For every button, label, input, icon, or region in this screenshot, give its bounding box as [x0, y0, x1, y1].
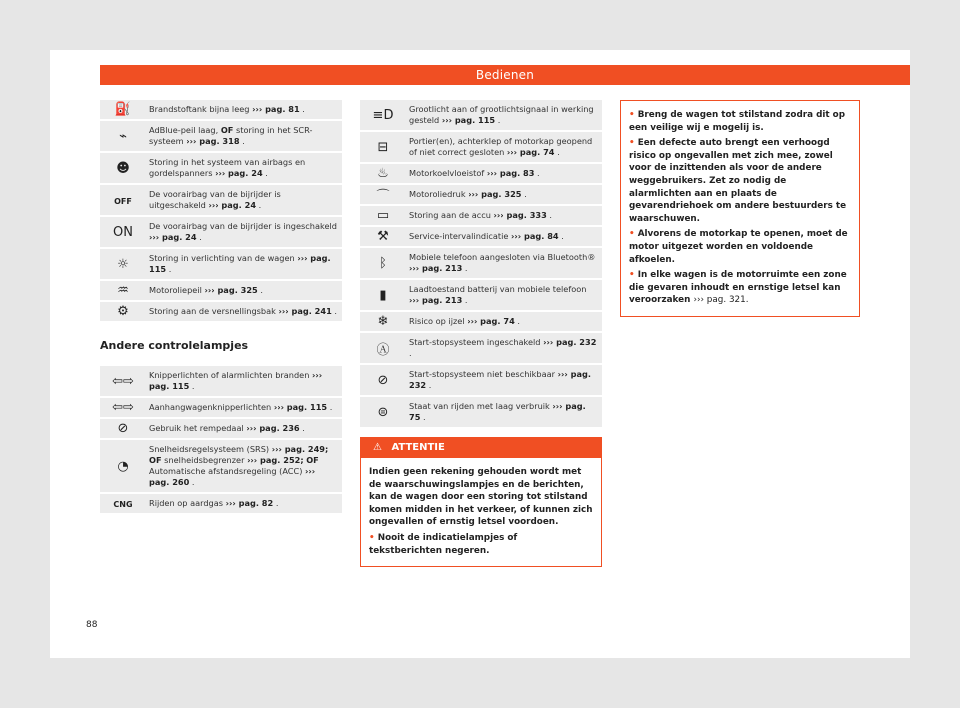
coolant-icon: ♨	[377, 166, 389, 181]
table-row	[100, 493, 342, 514]
icon-cell	[100, 100, 146, 120]
note-bullet-text: Een defecte auto brengt een verhoogd risico op ongevallen met zich mee, zowel voor de inzittenden als voor de andere weggebruikers. Zet zo nodig de alarmlichten aan en plaats de gevarendriehoek om andere bestuurders te waarschuwen.	[629, 138, 847, 224]
description-cell	[146, 152, 342, 184]
bullet-icon: •	[629, 110, 635, 120]
page-reference-link[interactable]: ››› pag. 115	[441, 115, 496, 125]
bullet-icon: •	[629, 229, 635, 240]
description-cell	[146, 120, 342, 152]
text: .	[423, 412, 426, 422]
page-reference-link[interactable]: ››› pag. 249;	[271, 444, 329, 454]
bold-text: OF	[306, 455, 319, 465]
table-row	[100, 366, 342, 397]
icon-cell	[100, 301, 146, 322]
bold-text: OF	[220, 125, 234, 135]
warning-triangle-icon: ⚠	[373, 442, 382, 453]
description-cell	[406, 332, 602, 364]
text: Motorkoelvloeistof	[409, 168, 485, 178]
eco-icon: ⊜	[377, 404, 389, 420]
table-row	[360, 163, 602, 184]
text: Risico op ijzel	[409, 316, 465, 326]
fuel-pump-icon: ⛽	[114, 102, 132, 117]
page-reference-link[interactable]: ››› pag. 24	[208, 200, 257, 210]
warning-bullet	[369, 532, 593, 557]
icon-cell	[100, 184, 146, 216]
phone-battery-icon: ▮	[379, 287, 387, 303]
table-row	[100, 152, 342, 184]
icon-cell	[100, 493, 146, 514]
description-cell	[406, 131, 602, 163]
warning-box-body	[361, 458, 601, 566]
text: .	[242, 136, 245, 146]
text: Motoroliepeil	[149, 285, 202, 295]
text: Grootlicht aan of grootlichtsignaal in werking gesteld	[409, 104, 594, 125]
page-reference-link[interactable]: ››› pag. 236	[246, 423, 300, 433]
description-cell	[146, 366, 342, 397]
text: .	[557, 147, 560, 157]
description-cell	[406, 184, 602, 205]
page-reference-link[interactable]: ››› pag. 84	[511, 231, 559, 241]
table-row	[360, 364, 602, 396]
text: De voorairbag van de bijrijder is ingeschakeld	[149, 221, 337, 231]
gearbox-icon: ⚙	[117, 304, 129, 319]
text: .	[199, 232, 202, 242]
text: .	[517, 316, 520, 326]
page-reference-link[interactable]: ››› pag. 333	[493, 210, 547, 220]
text: AdBlue-peil laag,	[149, 125, 219, 135]
warning-lights-table-2	[360, 100, 602, 429]
icon-cell	[360, 163, 406, 184]
table-row	[360, 100, 602, 131]
bullet-icon: •	[629, 138, 635, 149]
section-header: Bedienen	[100, 65, 910, 85]
table-row	[360, 396, 602, 428]
manual-page	[50, 50, 910, 658]
icon-cell	[100, 216, 146, 248]
text: .	[258, 200, 262, 210]
description-cell	[146, 418, 342, 439]
description-cell	[406, 396, 602, 428]
table-row	[360, 332, 602, 364]
text: .	[334, 306, 337, 316]
description-cell	[406, 247, 602, 279]
bullet-icon: •	[369, 532, 375, 543]
icon-cell	[100, 397, 146, 418]
table-row	[360, 205, 602, 226]
description-cell	[406, 226, 602, 247]
table-row	[360, 311, 602, 332]
text: Aanhangwagenknipperlichten	[149, 402, 272, 412]
icon-cell	[100, 439, 146, 493]
text: Mobiele telefoon aangesloten via Bluetooth®	[409, 252, 596, 262]
table-row	[360, 131, 602, 163]
battery-icon: ▭	[376, 208, 390, 223]
page-reference-link[interactable]: ››› pag. 75	[409, 401, 586, 422]
text: snelheidsbegrenzer	[164, 455, 245, 465]
airbag-on-icon: ON	[113, 224, 133, 240]
text: storing in het SCR-systeem	[149, 125, 313, 146]
text: Storing aan de accu	[409, 210, 491, 220]
text: Motoroliedruk	[409, 189, 466, 199]
icon-cell	[360, 311, 406, 332]
note-bullet-text: Breng de wagen tot stilstand zodra dit op een veilige wij e mogelij is.	[629, 110, 846, 133]
icon-cell	[360, 396, 406, 428]
icon-cell	[100, 418, 146, 439]
page-reference-link[interactable]: ››› pag. 115	[149, 370, 323, 391]
table-row	[100, 301, 342, 322]
description-cell	[146, 493, 342, 514]
airbag-off-icon: OFF	[114, 196, 132, 206]
page-reference-link[interactable]: ››› pag. 241	[278, 306, 332, 316]
section-title: Andere controlelampjes	[100, 339, 249, 352]
warning-text: Indien geen rekening gehouden wordt met de waarschuwingslampjes en de berichten, kan de wagen door een storing tot stilstand komen midden in het verkeer, of kunnen zich ongevallen of ernstig letsel voordoen.	[369, 467, 593, 528]
table-row	[100, 397, 342, 418]
text: .	[549, 210, 553, 220]
text: Knipperlichten of alarmlichten branden	[149, 370, 310, 380]
page-reference-link[interactable]: ››› pag. 232	[409, 369, 591, 390]
high-beam-icon: ≡D	[372, 107, 394, 123]
text: .	[537, 168, 540, 178]
page-number: 88	[86, 620, 98, 630]
text: .	[329, 402, 333, 412]
text: Storing in verlichting van de wagen	[149, 253, 295, 263]
text: .	[275, 498, 279, 508]
page-reference-link[interactable]: ››› pag. 74	[506, 147, 555, 157]
description-cell	[406, 364, 602, 396]
note-box	[620, 100, 860, 317]
table-row	[100, 120, 342, 152]
brake-pedal-icon: ⊘	[117, 421, 129, 436]
icon-cell	[360, 332, 406, 364]
page-reference-link[interactable]: ››› pag. 325	[468, 189, 522, 199]
description-cell	[406, 163, 602, 184]
page-reference-link[interactable]: ››› pag. 24	[215, 168, 263, 178]
description-cell	[146, 184, 342, 216]
page-reference-link[interactable]: ››› pag. 115	[273, 402, 328, 412]
column-2	[360, 100, 602, 567]
column-1	[100, 100, 342, 515]
warning-bullet-text: Nooit de indicatielampjes of tekstberichten negeren.	[369, 532, 518, 556]
icon-cell	[100, 366, 146, 397]
page-reference-link[interactable]: ››› pag. 325	[204, 285, 258, 295]
table-row	[360, 247, 602, 279]
table-row	[100, 216, 342, 248]
warning-title: ATTENTIE	[391, 442, 445, 453]
door-open-icon: ⊟	[377, 139, 389, 155]
note-bullet-text: In elke wagen is de motorruimte een zone die gevaren inhoudt en ernstige letsel kan veroorzaken	[629, 270, 847, 306]
icon-cell	[360, 131, 406, 163]
text: Storing aan de versnellingsbak	[149, 306, 276, 316]
wrench-icon: ⚒	[377, 229, 389, 244]
text: .	[265, 168, 268, 178]
trailer-signal-icon: ⇦⇨	[112, 400, 134, 415]
table-row	[100, 418, 342, 439]
text: .	[191, 381, 195, 391]
text: Staat van rijden met laag verbruik	[409, 401, 550, 411]
icon-cell	[360, 205, 406, 226]
text: .	[302, 423, 305, 433]
icon-cell	[360, 364, 406, 396]
description-cell	[406, 100, 602, 131]
text: De voorairbag van de bijrijder is uitgeschakeld	[149, 189, 281, 210]
description-cell	[146, 280, 342, 301]
text: .	[260, 285, 263, 295]
speedometer-icon: ◔	[117, 458, 129, 474]
bullet-icon: •	[629, 270, 635, 281]
cng-icon: CNG	[113, 500, 133, 509]
page-reference-link[interactable]: ››› pag. 82	[225, 498, 274, 508]
airbag-icon: ☻	[116, 160, 130, 176]
table-row	[100, 100, 342, 120]
text: Start-stopsysteem niet beschikbaar	[409, 369, 555, 379]
oil-level-icon: ♒	[117, 283, 129, 298]
text: Snelheidsregelsysteem (SRS)	[149, 444, 270, 454]
text: .	[168, 264, 172, 274]
description-cell	[406, 279, 602, 311]
icon-cell	[100, 280, 146, 301]
note-bullet-3	[629, 228, 851, 266]
column-3	[620, 100, 860, 317]
text: Gebruik het rempedaal	[149, 423, 244, 433]
text: .	[464, 263, 468, 273]
page-reference-link[interactable]: ››› pag. 232	[543, 337, 597, 347]
icon-cell	[360, 100, 406, 131]
table-row	[100, 184, 342, 216]
adblue-icon: ⌁	[119, 128, 127, 144]
warning-box	[360, 437, 602, 567]
description-cell	[146, 248, 342, 280]
icon-cell	[360, 279, 406, 311]
other-lights-table	[100, 366, 342, 515]
text: .	[464, 295, 468, 305]
text: .	[191, 477, 195, 487]
text: .	[524, 189, 527, 199]
note-bullet-text: Alvorens de motorkap te openen, moet de motor uitgezet worden en voldoende afkoelen.	[629, 229, 848, 265]
start-stop-unavailable-icon: ⊘	[377, 372, 389, 388]
icon-cell	[360, 184, 406, 205]
text: Automatische afstandsregeling (ACC)	[149, 466, 303, 476]
table-row	[100, 280, 342, 301]
text: Brandstoftank bijna leeg	[149, 104, 250, 114]
table-row	[360, 184, 602, 205]
text: .	[497, 115, 501, 125]
table-row	[100, 439, 342, 493]
turn-signal-icon: ⇦⇨	[112, 373, 134, 389]
page-reference-link[interactable]: ››› pag. 24	[149, 232, 197, 242]
text: .	[302, 104, 305, 114]
description-cell	[146, 439, 342, 493]
bulb-icon: ☼	[117, 256, 129, 272]
warning-lights-table-1	[100, 100, 342, 323]
bluetooth-icon: ᛒ	[379, 255, 387, 271]
page-reference-link[interactable]: ››› pag. 260	[149, 466, 316, 487]
text: Laadtoestand batterij van mobiele telefoon	[409, 284, 587, 294]
description-cell	[146, 216, 342, 248]
text: Storing in het systeem van airbags en gordelspanners	[149, 157, 306, 178]
snowflake-icon: ❄	[377, 314, 389, 329]
description-cell	[146, 100, 342, 120]
note-bullet-2	[629, 137, 851, 225]
icon-cell	[100, 152, 146, 184]
description-cell	[146, 301, 342, 322]
bold-text: OF	[149, 455, 162, 465]
icon-cell	[100, 248, 146, 280]
page-reference-link[interactable]: ››› pag. 321.	[693, 295, 749, 306]
text: Rijden op aardgas	[149, 498, 224, 508]
text: .	[428, 380, 432, 390]
note-bullet-1	[629, 109, 851, 134]
text: Service-intervalindicatie	[409, 231, 509, 241]
page-reference-link[interactable]: ››› pag. 115	[149, 253, 331, 274]
icon-cell	[360, 247, 406, 279]
note-bullet-4	[629, 269, 851, 307]
warning-box-header	[361, 438, 601, 458]
page-reference-link[interactable]: ››› pag. 213	[409, 295, 463, 305]
text: .	[409, 348, 412, 358]
icon-cell	[360, 226, 406, 247]
page-reference-link[interactable]: ››› pag. 83	[486, 168, 535, 178]
table-row	[360, 279, 602, 311]
text: Start-stopsysteem ingeschakeld	[409, 337, 541, 347]
icon-cell	[100, 120, 146, 152]
page-reference-link[interactable]: ››› pag. 81	[252, 104, 300, 114]
text: .	[561, 231, 564, 241]
text: Portier(en), achterklep of motorkap geopend of niet correct gesloten	[409, 136, 593, 157]
description-cell	[146, 397, 342, 418]
page-reference-link[interactable]: ››› pag. 74	[467, 316, 515, 326]
start-stop-icon: Ⓐ	[376, 342, 390, 358]
table-row	[100, 248, 342, 280]
description-cell	[406, 205, 602, 226]
page-reference-link[interactable]: ››› pag. 213	[409, 263, 463, 273]
oil-pressure-icon: ⌒	[376, 189, 390, 204]
table-row	[360, 226, 602, 247]
page-reference-link[interactable]: ››› pag. 252;	[247, 455, 304, 465]
description-cell	[406, 311, 602, 332]
page-reference-link[interactable]: ››› pag. 318	[186, 136, 240, 146]
